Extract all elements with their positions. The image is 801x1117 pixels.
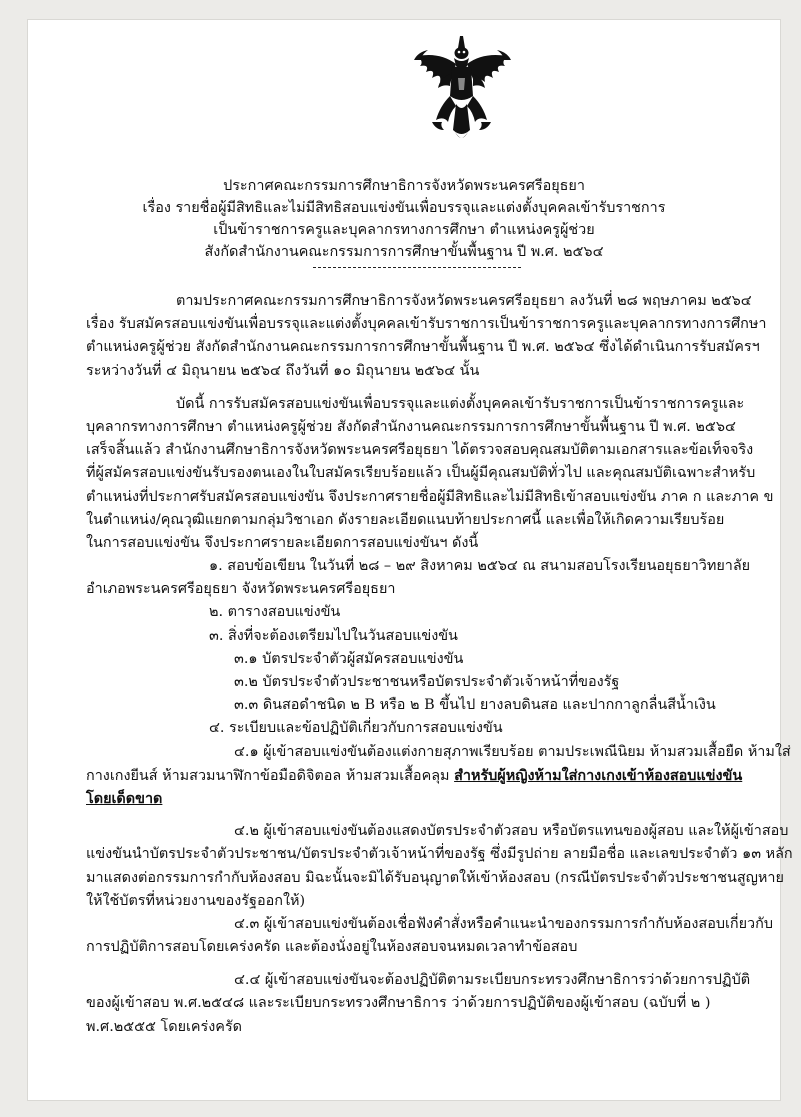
document-heading [28, 175, 780, 263]
item4-1-emphasis-end: โดยเด็ดขาด [86, 789, 163, 807]
item4-2-line: แข่งขันนำบัตรประจำตัวประชาชน/บัตรประจำตัวเจ้าหน้าที่ของรัฐ ซึ่งมีรูปถ่าย ลายมือชื่อ และเลขประจำตัว ๑๓ หลัก [86, 846, 793, 863]
item4-1-line [86, 764, 766, 787]
para1-line: ตำแหน่งครูผู้ช่วย สังกัดสำนักงานคณะกรรมการการศึกษาขั้นพื้นฐาน ปี พ.ศ. ๒๕๖๔ ซึ่งได้ดำเนินการรับสมัครฯ [86, 339, 760, 356]
item4-4-line: พ.ศ.๒๕๕๕ โดยเคร่งครัด [86, 1018, 243, 1035]
heading-divider [313, 267, 521, 268]
heading-line-2: เรื่อง รายชื่อผู้มีสิทธิและไม่มีสิทธิสอบแข่งขันเพื่อบรรจุและแต่งตั้งบุคคลเข้ารับราชการ [142, 200, 666, 216]
para1-line: ตามประกาศคณะกรรมการศึกษาธิการจังหวัดพระนครศรีอยุธยา ลงวันที่ ๒๘ พฤษภาคม ๒๕๖๔ [176, 293, 752, 309]
document-page [28, 20, 793, 1100]
garuda-emblem-icon [410, 34, 515, 146]
heading-line-1: ประกาศคณะกรรมการศึกษาธิการจังหวัดพระนครศรีอยุธยา [223, 178, 585, 194]
item4-1-emphasis: สำหรับผู้หญิงห้ามใส่กางเกงเข้าห้องสอบแข่งขัน [454, 766, 743, 784]
item4-line: ๔. ระเบียบและข้อปฏิบัติเกี่ยวกับการสอบแข่งขัน [209, 720, 503, 737]
para1-line: เรื่อง รับสมัครสอบแข่งขันเพื่อบรรจุและแต่งตั้งบุคคลเข้ารับราชการเป็นข้าราชการครูและบุคลากรทางการศึกษา [86, 316, 767, 333]
para2-line: ในตำแหน่ง/คุณวุฒิแยกตามกลุ่มวิชาเอก ดังรายละเอียดแนบท้ายประกาศนี้ และเพื่อให้เกิดความเรียบร้อย [86, 511, 725, 528]
item4-3-line: ๔.๓ ผู้เข้าสอบแข่งขันต้องเชื่อฟังคำสั่งหรือคำแนะนำของกรรมการกำกับห้องสอบเกี่ยวกับ [234, 915, 773, 932]
item4-3-line: การปฏิบัติการสอบโดยเคร่งครัด และต้องนั่งอยู่ในห้องสอบจนหมดเวลาทำข้อสอบ [86, 939, 578, 956]
item4-4-line: ของผู้เข้าสอบ พ.ศ.๒๕๔๘ และระเบียบกระทรวงศึกษาธิการ ว่าด้วยการปฏิบัติของผู้เข้าสอบ (ฉบับที่ ๒ ) [86, 995, 711, 1012]
para1-line: ระหว่างวันที่ ๔ มิถุนายน ๒๕๖๔ ถึงวันที่ ๑๐ มิถุนายน ๒๕๖๔ นั้น [86, 362, 480, 379]
item4-2-line: มาแสดงต่อกรรมการกำกับห้องสอบ มิฉะนั้นจะมิได้รับอนุญาตให้เข้าห้องสอบ (กรณีบัตรประจำตัวประชาชนสูญหาย [86, 869, 784, 886]
item2-line: ๒. ตารางสอบแข่งขัน [209, 604, 341, 621]
item4-1-normal: กางเกงยีนส์ ห้ามสวมนาฬิกาข้อมือดิจิตอล ห้ามสวมเสื้อคลุม [86, 767, 455, 784]
item3-line: ๓. สิ่งที่จะต้องเตรียมไปในวันสอบแข่งขัน [209, 627, 458, 644]
para2-line: บุคลากรทางการศึกษา ตำแหน่งครูผู้ช่วย สังกัดสำนักงานคณะกรรมการการศึกษาขั้นพื้นฐาน ปี พ.ศ. ๒๕๖๔ [86, 418, 736, 435]
item4-2-line: ให้ใช้บัตรที่หน่วยงานของรัฐออกให้) [86, 892, 306, 909]
para2-line: เสร็จสิ้นแล้ว สำนักงานศึกษาธิการจังหวัดพระนครศรีอยุธยา ได้ตรวจสอบคุณสมบัติตามเอกสารและข้อเท็จจริง [86, 442, 754, 459]
para2-line: บัดนี้ การรับสมัครสอบแข่งขันเพื่อบรรจุและแต่งตั้งบุคคลเข้ารับราชการเป็นข้าราชการครูและ [176, 395, 745, 412]
para2-line: ที่ผู้สมัครสอบแข่งขันรับรองตนเองในใบสมัครเรียบร้อยแล้ว เป็นผู้มีคุณสมบัติทั่วไป และคุณสมบัติเฉพาะสำหรับ [86, 465, 756, 482]
item1-line: ๑. สอบข้อเขียน ในวันที่ ๒๘ – ๒๙ สิงหาคม ๒๕๖๔ ณ สนามสอบโรงเรียนอยุธยาวิทยาลัย [209, 558, 751, 575]
item3-3-line: ๓.๓ ดินสอดำชนิด ๒ B หรือ ๒ B ขึ้นไป ยางลบดินสอ และปากกาลูกลื่นสีน้ำเงิน [234, 697, 716, 714]
item3-2-line: ๓.๒ บัตรประจำตัวประชาชนหรือบัตรประจำตัวเจ้าหน้าที่ของรัฐ [234, 674, 620, 690]
heading-line-4: สังกัดสำนักงานคณะกรรมการการศึกษาขั้นพื้นฐาน ปี พ.ศ. ๒๕๖๔ [204, 244, 604, 260]
item4-1-line: ๔.๑ ผู้เข้าสอบแข่งขันต้องแต่งกายสุภาพเรียบร้อย ตามประเพณีนิยม ห้ามสวมเสื้อยืด ห้ามใส่ [234, 743, 791, 760]
item4-4-line: ๔.๔ ผู้เข้าสอบแข่งขันจะต้องปฏิบัติตามระเบียบกระทรวงศึกษาธิการว่าด้วยการปฏิบัติ [234, 972, 751, 989]
item1-line: อำเภอพระนครศรีอยุธยา จังหวัดพระนครศรีอยุธยา [86, 581, 396, 598]
item4-2-line: ๔.๒ ผู้เข้าสอบแข่งขันต้องแสดงบัตรประจำตัวสอบ หรือบัตรแทนของผู้สอบ และให้ผู้เข้าสอบ [234, 823, 789, 840]
heading-line-3: เป็นข้าราชการครูและบุคลากรทางการศึกษา ตำแหน่งครูผู้ช่วย [213, 222, 595, 238]
document-body [86, 290, 793, 1039]
item3-1-line: ๓.๑ บัตรประจำตัวผู้สมัครสอบแข่งขัน [234, 650, 464, 667]
para2-line: ตำแหน่งที่ประกาศรับสมัครสอบแข่งขัน จึงประกาศรายชื่อผู้มีสิทธิและไม่มีสิทธิเข้าสอบแข่งขัน ภาค ก และภาค ข [86, 488, 774, 505]
para2-line: ในการสอบแข่งขัน จึงประกาศรายละเอียดการสอบแข่งขันฯ ดังนี้ [86, 534, 479, 551]
